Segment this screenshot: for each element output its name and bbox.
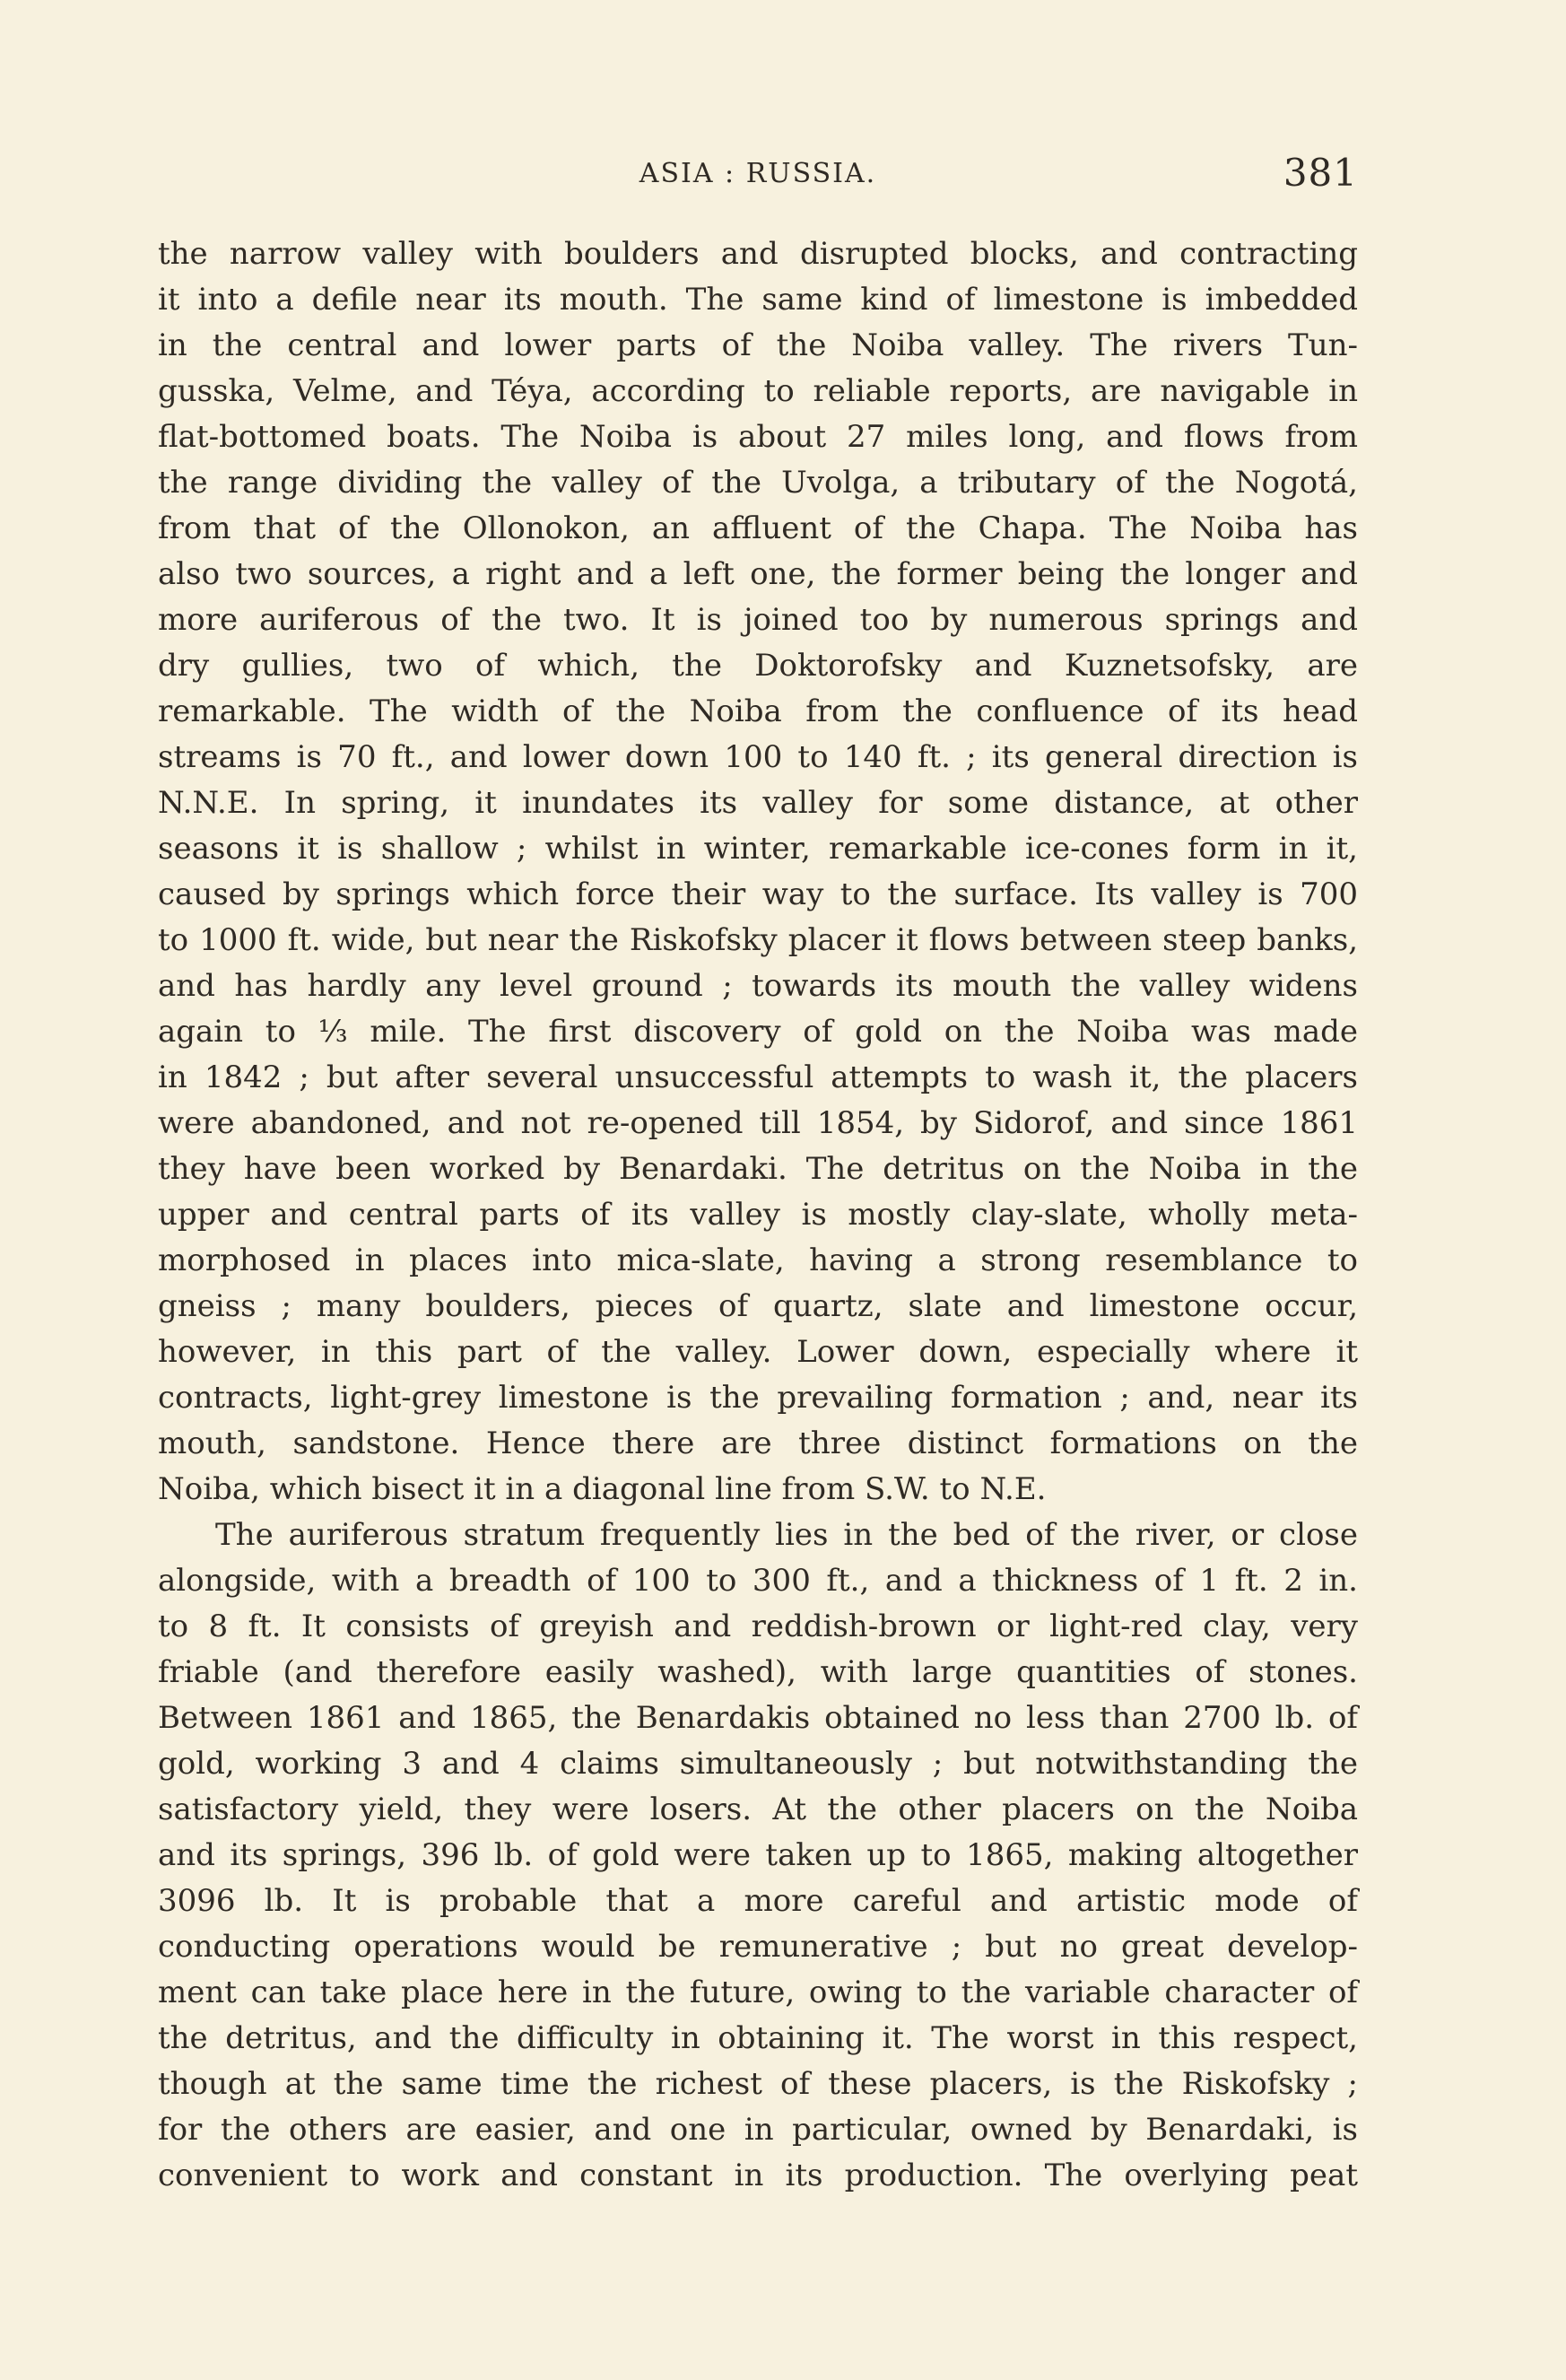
text-line: it into a defile near its mouth. The same kind of limestone is imbedded [158,282,1358,318]
text-line: gneiss ; many boulders, pieces of quartz, slate and limestone occur, [158,1288,1358,1324]
text-line: alongside, with a breadth of 100 to 300 ft., and a thickness of 1 ft. 2 in. [158,1563,1358,1599]
text-line: and its springs, 396 lb. of gold were taken up to 1865, making altogether [158,1837,1358,1873]
text-line: the detritus, and the difficulty in obtaining it. The worst in this respect, [158,2020,1358,2056]
text-line: morphosed in places into mica-slate, having a strong resemblance to [158,1242,1358,1278]
text-line: more auriferous of the two. It is joined too by numerous springs and [158,602,1358,638]
running-head: ASIA : RUSSIA. [639,158,877,189]
text-line: again to ⅓ mile. The first discovery of gold on the Noiba was made [158,1014,1358,1050]
text-line: Between 1861 and 1865, the Benardakis obtained no less than 2700 lb. of [158,1700,1358,1736]
page-header [158,151,1358,205]
text-line: the range dividing the valley of the Uvolga, a tributary of the Nogotá, [158,465,1358,501]
paragraph-first-line: The auriferous stratum frequently lies in the bed of the river, or close [215,1517,1358,1553]
text-line: gusska, Velme, and Téya, according to reliable reports, are navigable in [158,373,1358,409]
text-line: mouth, sandstone. Hence there are three distinct formations on the [158,1425,1358,1461]
text-line: remarkable. The width of the Noiba from the confluence of its head [158,693,1358,729]
text-line: streams is 70 ft., and lower down 100 to 140 ft. ; its general direction is [158,739,1358,775]
text-line: to 1000 ft. wide, but near the Riskofsky placer it flows between steep banks, [158,922,1358,958]
text-line: from that of the Ollonokon, an affluent of the Chapa. The Noiba has [158,510,1358,546]
text-line: in the central and lower parts of the Noiba valley. The rivers Tun- [158,327,1358,363]
text-line: N.N.E. In spring, it inundates its valley for some distance, at other [158,785,1358,821]
text-line: in 1842 ; but after several unsuccessful attempts to wash it, the placers [158,1059,1358,1095]
text-line: the narrow valley with boulders and disrupted blocks, and contracting [158,236,1358,272]
text-line: convenient to work and constant in its production. The overlying peat [158,2158,1358,2193]
text-line: and has hardly any level ground ; towards its mouth the valley widens [158,968,1358,1004]
text-line: to 8 ft. It consists of greyish and reddish-brown or light-red clay, very [158,1608,1358,1644]
text-line: for the others are easier, and one in particular, owned by Benardaki, is [158,2112,1358,2148]
text-line: however, in this part of the valley. Lower down, especially where it [158,1334,1358,1370]
text-line: also two sources, a right and a left one, the former being the longer and [158,556,1358,592]
text-line: gold, working 3 and 4 claims simultaneously ; but notwithstanding the [158,1746,1358,1782]
text-line: 3096 lb. It is probable that a more careful and artistic mode of [158,1883,1358,1919]
text-line: ment can take place here in the future, owing to the variable character of [158,1975,1358,2010]
body-text [158,231,1358,2199]
page-number: 381 [1283,151,1358,195]
text-line: were abandoned, and not re-opened till 1854, by Sidorof, and since 1861 [158,1105,1358,1141]
text-line: though at the same time the richest of these placers, is the Riskofsky ; [158,2066,1358,2102]
text-line: they have been worked by Benardaki. The detritus on the Noiba in the [158,1151,1358,1187]
text-line: satisfactory yield, they were losers. At the other placers on the Noiba [158,1792,1358,1827]
text-line: seasons it is shallow ; whilst in winter, remarkable ice-cones form in it, [158,831,1358,867]
text-line: friable (and therefore easily washed), with large quantities of stones. [158,1654,1358,1690]
text-line: upper and central parts of its valley is mostly clay-slate, wholly meta- [158,1197,1358,1233]
text-line: flat-bottomed boats. The Noiba is about 27 miles long, and flows from [158,419,1358,455]
text-line: caused by springs which force their way to the surface. Its valley is 700 [158,876,1358,912]
text-line: dry gullies, two of which, the Doktorofsky and Kuznetsofsky, are [158,648,1358,684]
text-line: conducting operations would be remunerative ; but no great develop- [158,1929,1358,1965]
text-line: contracts, light-grey limestone is the prevailing formation ; and, near its [158,1380,1358,1416]
paragraph-last-line: Noiba, which bisect it in a diagonal line from S.W. to N.E. [158,1471,1047,1507]
